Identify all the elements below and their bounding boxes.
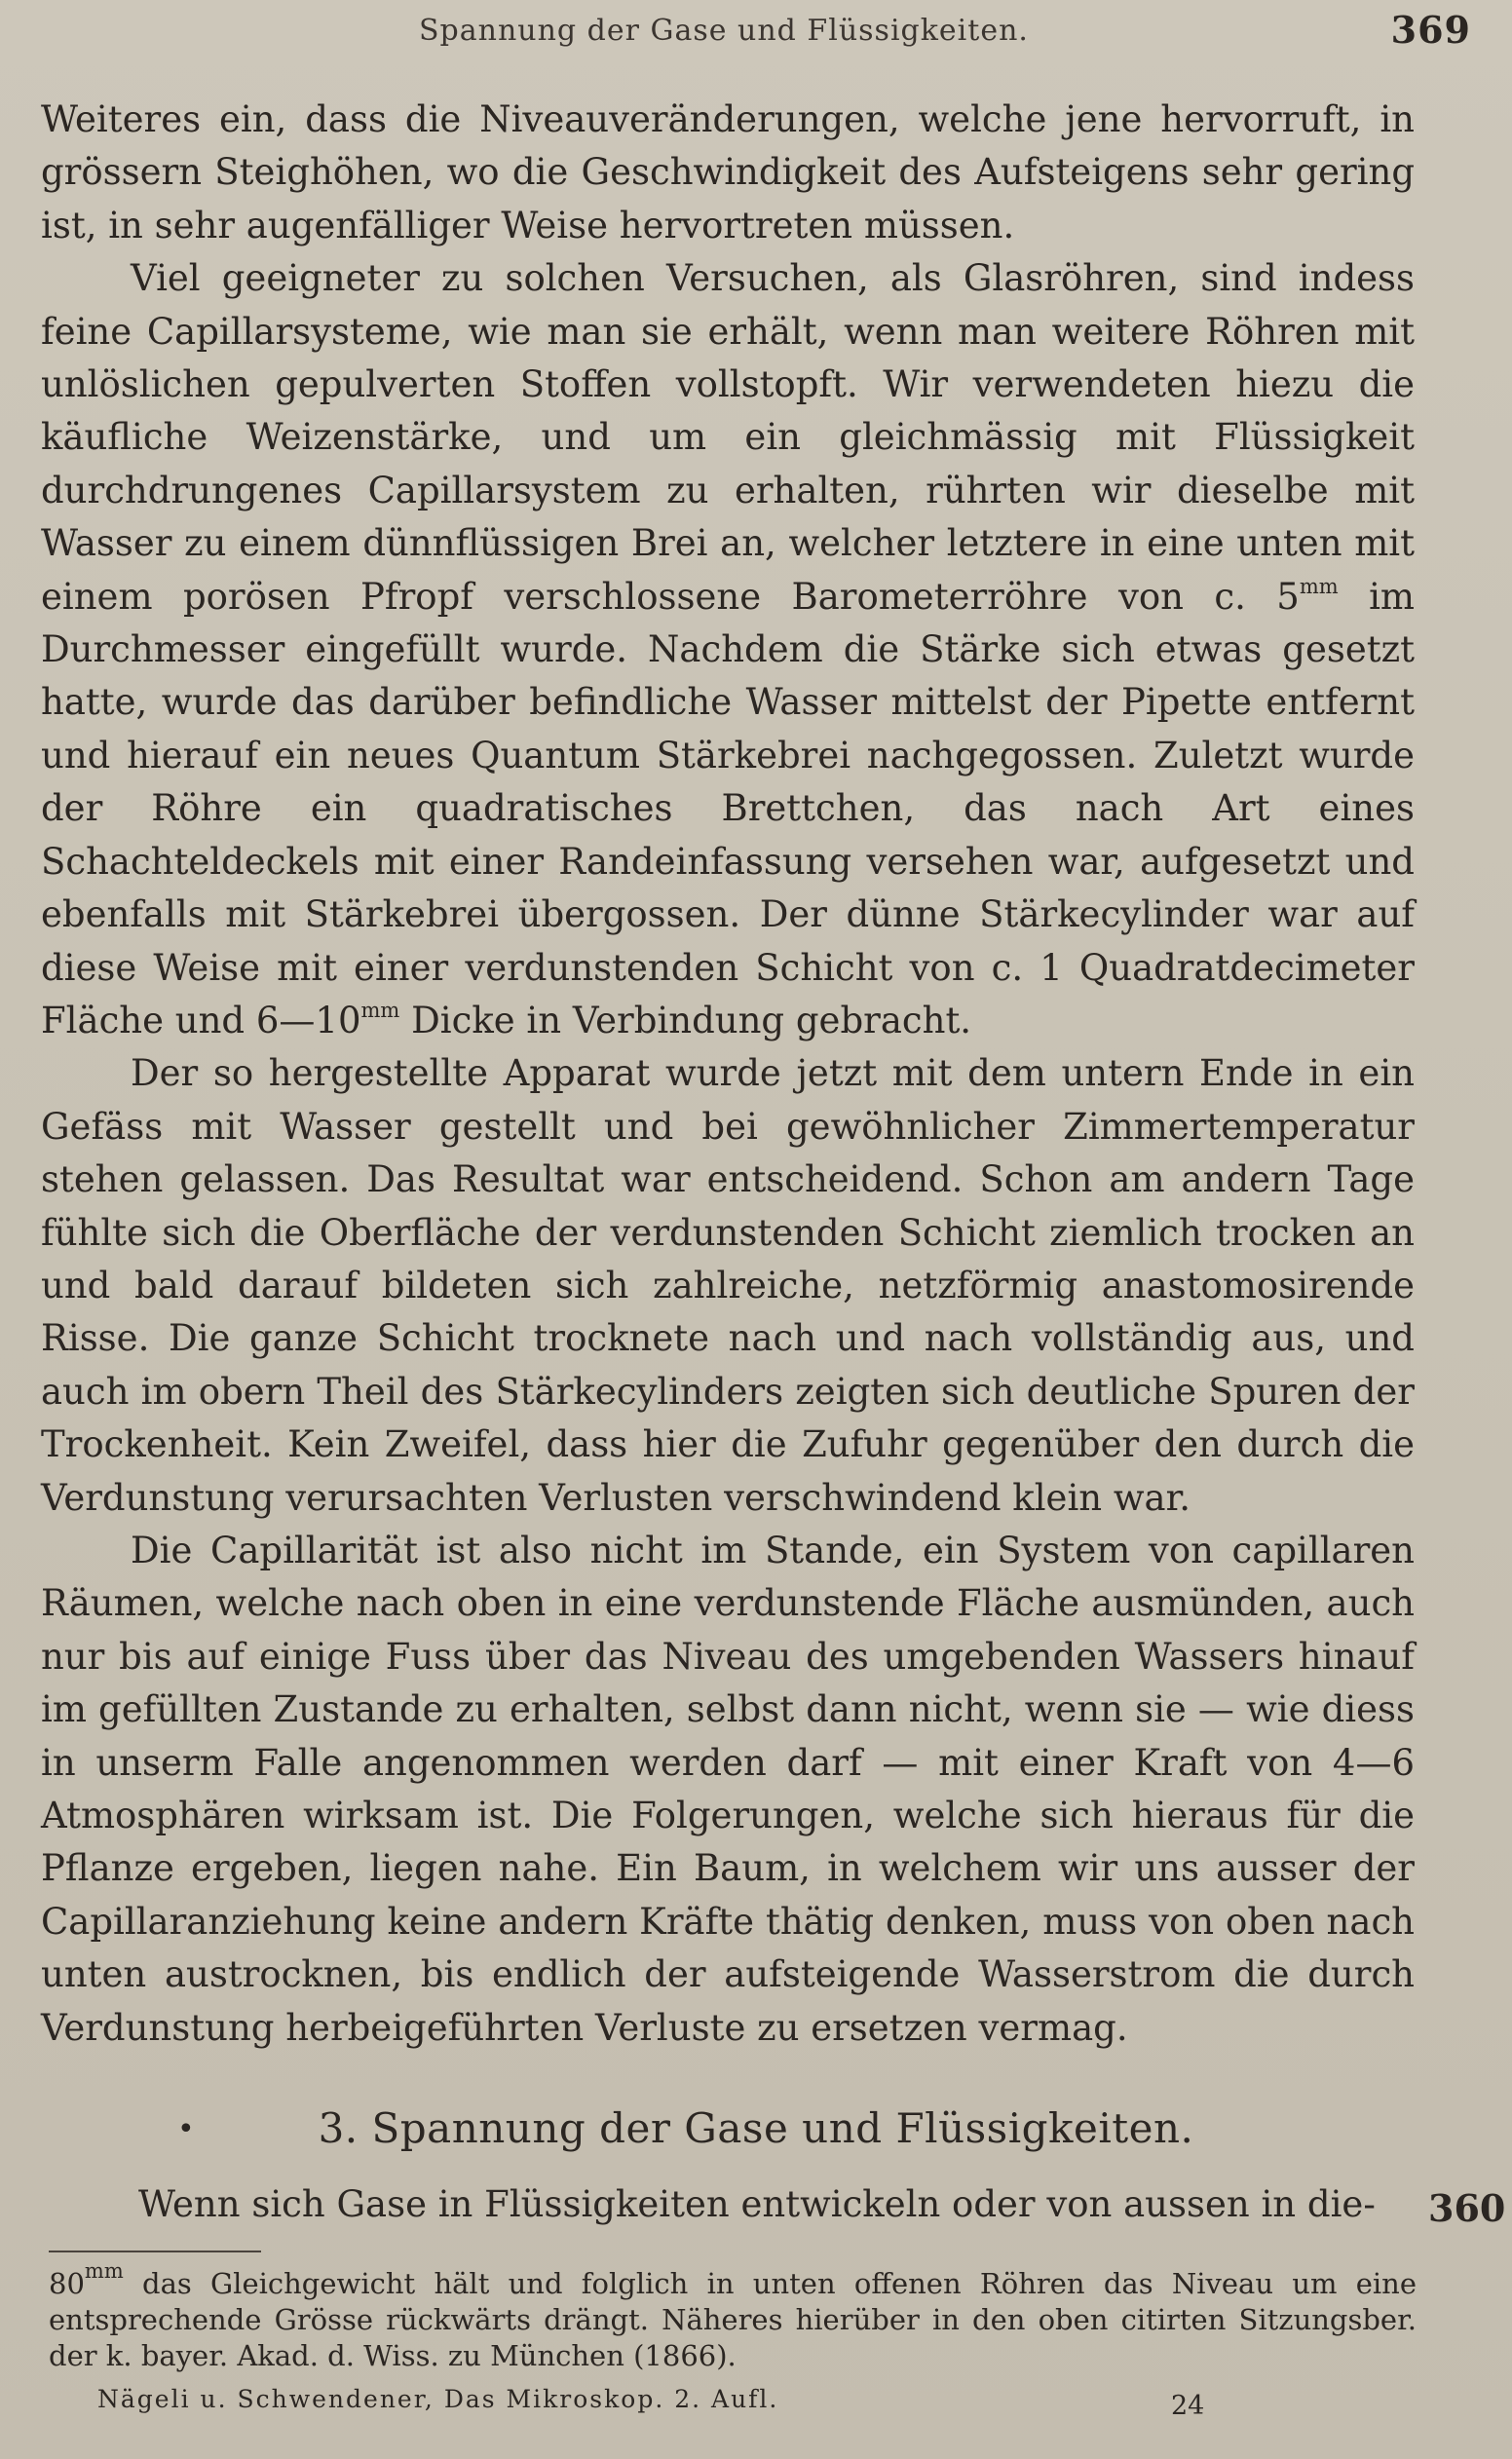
- footnote: [49, 2259, 1417, 2374]
- paragraph-2-part-c: Dicke in Verbindung gebracht.: [399, 999, 972, 1041]
- margin-page-number: 360: [1428, 2186, 1506, 2230]
- paragraph-2: [41, 252, 1415, 1047]
- stray-mark: •: [177, 2112, 196, 2146]
- paragraph-4: Die Capillarität ist also nicht im Stande, ein System von capillaren Räumen, welche nach oben in eine verdunstende Fläche ausmünden, auch nur bis auf einige Fuss über das Niveau des umgebenden Wassers hinauf im gefüllten Zustande zu erhalten, selbst dann nicht, wenn sie — wie diess in unserm Falle angenommen werden darf — mit einer Kraft von 4—6 Atmosphären wirksam ist. Die Folgerungen, welche sich hieraus für die Pflanze ergeben, liegen nahe. Ein Baum, in welchem wir uns ausser der Capillaranziehung keine andern Kräfte thätig denken, muss von oben nach unten austrocknen, bis endlich der aufsteigende Wasserstrom die durch Verdunstung herbeigeführten Verluste zu ersetzen vermag.: [41, 1529, 1415, 2049]
- unit-superscript: mm: [1299, 574, 1339, 598]
- page-number: 369: [1390, 8, 1471, 52]
- body-text: [41, 94, 1415, 2055]
- paragraph-3: Der so hergestellte Apparat wurde jetzt mit dem untern Ende in ein Gefäss mit Wasser gestellt und bei gewöhnlicher Zimmertemperatur stehen gelassen. Das Resultat war entscheidend. Schon am andern Tage fühlte sich die Oberfläche der verdunstenden Schicht ziemlich trocken an und bald darauf bildeten sich zahlreiche, netzförmig anastomosirende Risse. Die ganze Schicht trocknete nach und nach vollständig aus, und auch im obern Theil des Stärkecylinders zeigten sich deutliche Spuren der Trockenheit. Kein Zweifel, dass hier die Zufuhr gegenüber den durch die Verdunstung verursachten Verlusten verschwindend klein war.: [41, 1052, 1415, 1519]
- unit-superscript: mm: [360, 998, 400, 1022]
- sheet-number: 24: [1171, 2391, 1205, 2421]
- paragraph-2-part-a: Viel geeigneter zu solchen Versuchen, als Glasröhren, sind indess feine Capillarsysteme, wie man sie erhält, wenn man weitere Röhren mit unlöslichen gepulverten Stoffen vollstopft. Wir verwendeten hiezu die käufliche Weizenstärke, und um ein gleichmässig mit Flüssigkeit durchdrungenes Capillarsystem zu erhalten, rührten wir dieselbe mit Wasser zu einem dünnflüssigen Brei an, welcher letztere in eine unten mit einem porösen Pfropf verschlossene Barometerröhre von c. 5: [41, 257, 1415, 618]
- footnote-lead-unit: mm: [84, 2259, 124, 2283]
- paragraph-1: Weiteres ein, dass die Niveauveränderungen, welche jene hervorruft, in grössern Steighöhen, wo die Geschwindigkeit des Aufsteigens sehr gering ist, in sehr augenfälliger Weise hervortreten müssen.: [41, 98, 1415, 246]
- footnote-lead: 80: [49, 2267, 85, 2300]
- paragraph-2-part-b: im Durchmesser eingefüllt wurde. Nachdem die Stärke sich etwas gesetzt hatte, wurde das darüber befindliche Wasser mittelst der Pipette entfernt und hierauf ein neues Quantum Stärkebrei nachgegossen. Zuletzt wurde der Röhre ein quadratisches Brettchen, das nach Art eines Schachteldeckels mit einer Randeinfassung versehen war, aufgesetzt und ebenfalls mit Stärkebrei übergossen. Der dünne Stärkecylinder war auf diese Weise mit einer verdunstenden Schicht von c. 1 Quadratdecimeter Fläche und 6—10: [41, 575, 1415, 1041]
- footnote-rule: [49, 2251, 261, 2252]
- section-heading: 3. Spannung der Gase und Flüssigkeiten.: [318, 2104, 1194, 2152]
- printer-signature: Nägeli u. Schwendener, Das Mikroskop. 2. Aufl.: [97, 2385, 779, 2413]
- running-header: [419, 8, 1471, 66]
- footnote-text: das Gleichgewicht hält und folglich in unten offenen Röhren das Niveau um eine entsprechende Grösse rückwärts drängt. Näheres hierüber in den oben citirten Sitzungsber. der k. bayer. Akad. d. Wiss. zu München (1866).: [49, 2267, 1417, 2372]
- continuation-line: Wenn sich Gase in Flüssigkeiten entwickeln oder von aussen in die-: [138, 2183, 1376, 2225]
- running-title: Spannung der Gase und Flüssigkeiten.: [419, 14, 1029, 48]
- section-heading-block: [0, 2104, 1512, 2152]
